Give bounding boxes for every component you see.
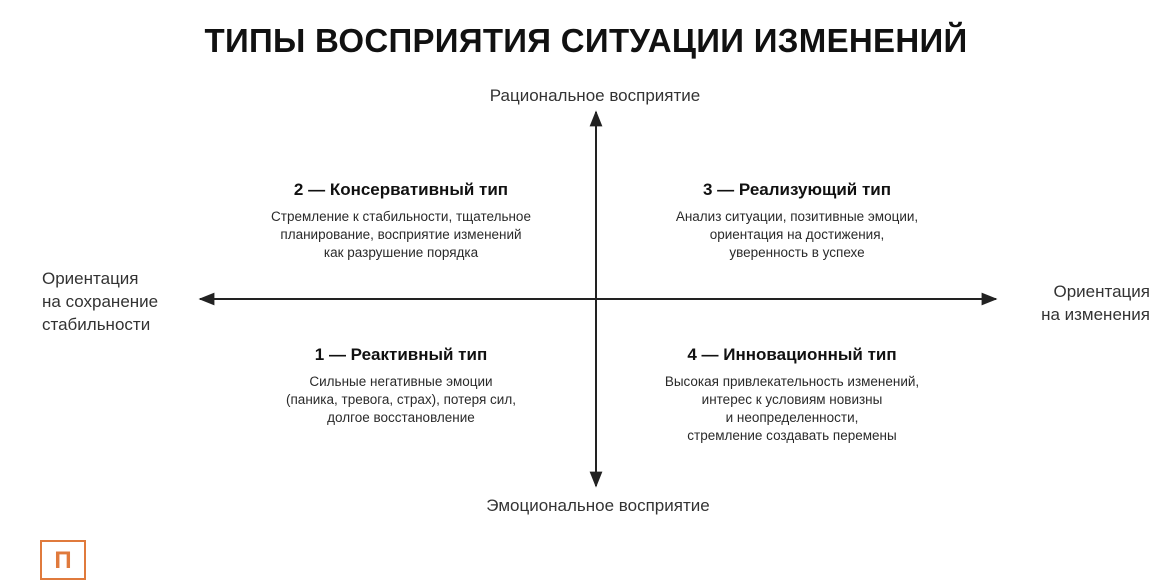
quadrant-description: Анализ ситуации, позитивные эмоции, ориентация на достижения, уверенность в успехе xyxy=(675,209,919,260)
quadrant-title: 3 — Реализующий тип xyxy=(703,180,891,199)
axis-label-right: Ориентация на изменения xyxy=(1041,282,1150,324)
quadrant-innovative xyxy=(612,345,972,445)
logo-icon: П xyxy=(40,540,86,580)
quadrant-title: 4 — Инновационный тип xyxy=(687,345,897,364)
axis-label-left: Ориентация на сохранение стабильности xyxy=(42,269,159,334)
quadrant-title: 2 — Консервативный тип xyxy=(293,180,509,199)
quadrant-description: Стремление к стабильности, тщательное планирование, восприятие изменений как разрушение порядка xyxy=(271,209,531,260)
quadrant-title: 1 — Реактивный тип xyxy=(314,345,488,364)
axis-label-bottom: Эмоциональное восприятие xyxy=(486,496,710,515)
quadrant-realizing xyxy=(617,180,977,262)
diagram-title: ТИПЫ ВОСПРИЯТИЯ СИТУАЦИИ ИЗМЕНЕНИЙ xyxy=(204,22,968,59)
quadrant-description: Сильные негативные эмоции (паника, тревога, страх), потеря сил, долгое восстановление xyxy=(286,374,516,425)
axis-label-top: Рациональное восприятие xyxy=(489,86,701,105)
quadrant-description: Высокая привлекательность изменений, интерес к условиям новизны и неопределенности, стремление создавать перемены xyxy=(664,374,920,443)
quadrant-reactive xyxy=(221,345,581,427)
quadrant-conservative xyxy=(221,180,581,262)
